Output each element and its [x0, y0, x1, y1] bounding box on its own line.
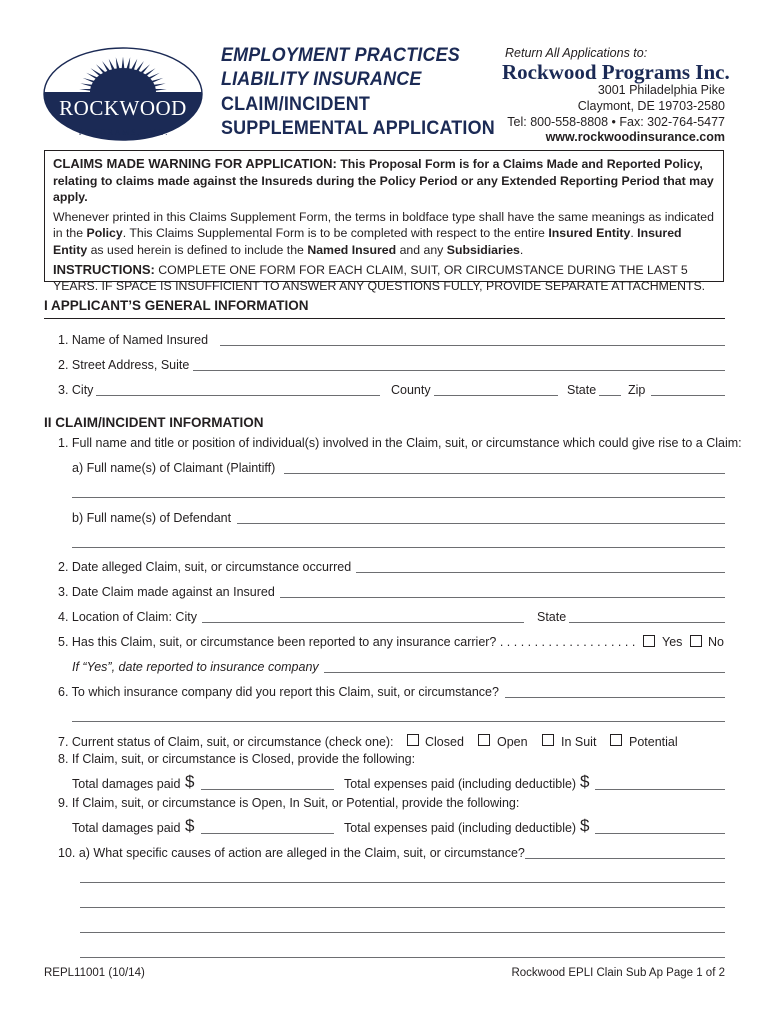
- city-field[interactable]: [96, 395, 380, 396]
- claimant-field-line-2[interactable]: [72, 497, 725, 498]
- date-occurred-label: 2. Date alleged Claim, suit, or circumstance occurred: [58, 560, 352, 574]
- term-insured-entity: Insured Entity: [548, 226, 631, 241]
- definitions-text: . This Claims Supplemental Form is to be completed with respect to the entire: [122, 226, 549, 241]
- reported-yes-label: Yes: [662, 635, 683, 649]
- definitions-paragraph: [53, 209, 715, 259]
- current-status-label: 7. Current status of Claim, suit, or circumstance (check one):: [58, 735, 394, 749]
- form-title-line-4: SUPPLEMENTAL APPLICATION: [221, 117, 495, 139]
- status-in-suit-checkbox[interactable]: [542, 734, 554, 746]
- individuals-involved-label: 1. Full name and title or position of individual(s) involved in the Claim, suit, or circumstance which could give rise to a Claim:: [58, 436, 742, 450]
- logo-wordmark: ROCKWOOD: [59, 96, 187, 120]
- status-potential-checkbox[interactable]: [610, 734, 622, 746]
- warning-paragraph: [53, 156, 715, 206]
- status-in-suit-label: In Suit: [561, 735, 597, 749]
- instructions-text: COMPLETE ONE FORM FOR EACH CLAIM, SUIT, OR CIRCUMSTANCE DURING THE LAST 5 YEARS. IF SPACE IS INSUFFICIENT TO ANSWER ANY QUESTIONS FULLY, PROVIDE SEPARATE ATTACHMENTS.: [53, 262, 706, 294]
- zip-field[interactable]: [651, 395, 725, 396]
- status-open-label: Open: [497, 735, 528, 749]
- insurance-company-label: 6. To which insurance company did you report this Claim, suit, or circumstance?: [58, 685, 499, 699]
- form-title-line-3: CLAIM/INCIDENT: [221, 93, 371, 115]
- rockwood-logo: [42, 46, 204, 142]
- street-address-field[interactable]: [193, 370, 725, 371]
- status-potential-label: Potential: [629, 735, 678, 749]
- insurance-company-field[interactable]: [505, 697, 725, 698]
- dollar-sign: $: [185, 816, 195, 835]
- claims-made-warning-box: [44, 150, 724, 294]
- city-label: 3. City: [58, 383, 94, 397]
- open-claim-label: 9. If Claim, suit, or circumstance is Open, In Suit, or Potential, provide the following:: [58, 796, 520, 810]
- causes-of-action-line-2[interactable]: [80, 882, 725, 883]
- open-damages-field[interactable]: [201, 833, 334, 834]
- section-1-heading: I APPLICANT’S GENERAL INFORMATION: [44, 298, 309, 313]
- reported-no-label: No: [708, 635, 724, 649]
- state-label: State: [567, 383, 597, 397]
- causes-of-action-line-4[interactable]: [80, 932, 725, 933]
- term-insured-entity: Insured Entity: [53, 226, 682, 257]
- section-2-heading: II CLAIM/INCIDENT INFORMATION: [44, 415, 264, 430]
- warning-title-rest: This Proposal Form is for a Claims Made and Reported Policy, relating to claims made against the Insureds during the Policy Period or any Extended Reporting Period that may apply.: [53, 157, 714, 205]
- status-closed-label: Closed: [425, 735, 464, 749]
- dollar-sign: $: [580, 816, 590, 835]
- address-line-2: Claymont, DE 19703-2580: [577, 99, 725, 113]
- county-field[interactable]: [434, 395, 558, 396]
- term-policy: Policy: [86, 226, 123, 241]
- closed-expenses-label: Total expenses paid (including deductible): [344, 777, 577, 791]
- defendant-label: b) Full name(s) of Defendant: [72, 511, 232, 525]
- causes-of-action-field[interactable]: [525, 858, 725, 859]
- warning-title: CLAIMS MADE WARNING FOR APPLICATION:: [53, 156, 337, 171]
- instructions-label: INSTRUCTIONS:: [53, 261, 155, 277]
- date-claim-made-field[interactable]: [280, 597, 725, 598]
- dollar-sign: $: [580, 772, 590, 791]
- website-link[interactable]: www.rockwoodinsurance.com: [545, 130, 725, 144]
- definitions-text: as used herein is defined to include the: [87, 242, 308, 257]
- defendant-field-line-2[interactable]: [72, 547, 725, 548]
- status-open-checkbox[interactable]: [478, 734, 490, 746]
- closed-damages-label: Total damages paid: [72, 777, 181, 791]
- claim-city-label: 4. Location of Claim: City: [58, 610, 197, 624]
- street-address-label: 2. Street Address, Suite: [58, 358, 190, 372]
- claimant-label: a) Full name(s) of Claimant (Plaintiff): [72, 461, 276, 475]
- closed-claim-label: 8. If Claim, suit, or circumstance is Closed, provide the following:: [58, 752, 416, 766]
- status-closed-checkbox[interactable]: [407, 734, 419, 746]
- form-number: REPL11001 (10/14): [44, 967, 145, 979]
- claim-city-field[interactable]: [202, 622, 524, 623]
- form-title-line-1: EMPLOYMENT PRACTICES: [221, 44, 460, 66]
- definitions-text: Whenever printed in this Claims Supplement Form, the terms in boldface type shall have the same meanings as indicated in the: [53, 209, 714, 241]
- closed-damages-field[interactable]: [201, 789, 334, 790]
- reported-yes-checkbox[interactable]: [643, 635, 655, 647]
- section-1-rule: [44, 318, 725, 319]
- date-claim-made-label: 3. Date Claim made against an Insured: [58, 585, 275, 599]
- definitions-text: and any: [396, 242, 447, 257]
- open-expenses-field[interactable]: [595, 833, 725, 834]
- phone-fax: Tel: 800-558-8808 • Fax: 302-764-5477: [507, 115, 725, 129]
- instructions-paragraph: [53, 262, 715, 295]
- logo-subtitle: P R O G R A M S , I N C .: [78, 128, 168, 137]
- named-insured-field[interactable]: [220, 345, 725, 346]
- term-named-insured: Named Insured: [307, 242, 397, 257]
- form-title-line-2: LIABILITY INSURANCE: [221, 68, 422, 90]
- return-label: Return All Applications to:: [505, 46, 648, 60]
- claimant-field[interactable]: [284, 473, 725, 474]
- company-name: Rockwood Programs Inc.: [502, 60, 730, 84]
- named-insured-label: 1. Name of Named Insured: [58, 333, 209, 347]
- definitions-text: .: [630, 226, 638, 241]
- insurance-company-field-line-2[interactable]: [72, 721, 725, 722]
- reported-no-checkbox[interactable]: [690, 635, 702, 647]
- county-label: County: [391, 383, 431, 397]
- closed-expenses-field[interactable]: [595, 789, 725, 790]
- date-occurred-field[interactable]: [356, 572, 725, 573]
- term-subsidiaries: Subsidiaries: [446, 242, 520, 257]
- open-damages-label: Total damages paid: [72, 821, 181, 835]
- causes-of-action-line-3[interactable]: [80, 907, 725, 908]
- reported-to-carrier-label: 5. Has this Claim, suit, or circumstance been reported to any insurance carrier? . . . . . . . . . . . . . . . . . . . .: [58, 635, 636, 649]
- claim-state-field[interactable]: [569, 622, 725, 623]
- open-expenses-label: Total expenses paid (including deductible): [344, 821, 577, 835]
- page-number: Rockwood EPLI Clain Sub Ap Page 1 of 2: [511, 967, 725, 979]
- definitions-text: .: [519, 242, 524, 257]
- date-reported-field[interactable]: [324, 672, 725, 673]
- zip-label: Zip: [628, 383, 646, 397]
- address-line-1: 3001 Philadelphia Pike: [597, 83, 725, 97]
- dollar-sign: $: [185, 772, 195, 791]
- date-reported-label: If “Yes”, date reported to insurance company: [72, 660, 319, 674]
- claim-state-label: State: [537, 610, 567, 624]
- causes-of-action-line-5[interactable]: [80, 957, 725, 958]
- defendant-field[interactable]: [237, 523, 725, 524]
- causes-of-action-label: 10. a) What specific causes of action are alleged in the Claim, suit, or circumstance?: [58, 846, 525, 860]
- state-field[interactable]: [599, 395, 621, 396]
